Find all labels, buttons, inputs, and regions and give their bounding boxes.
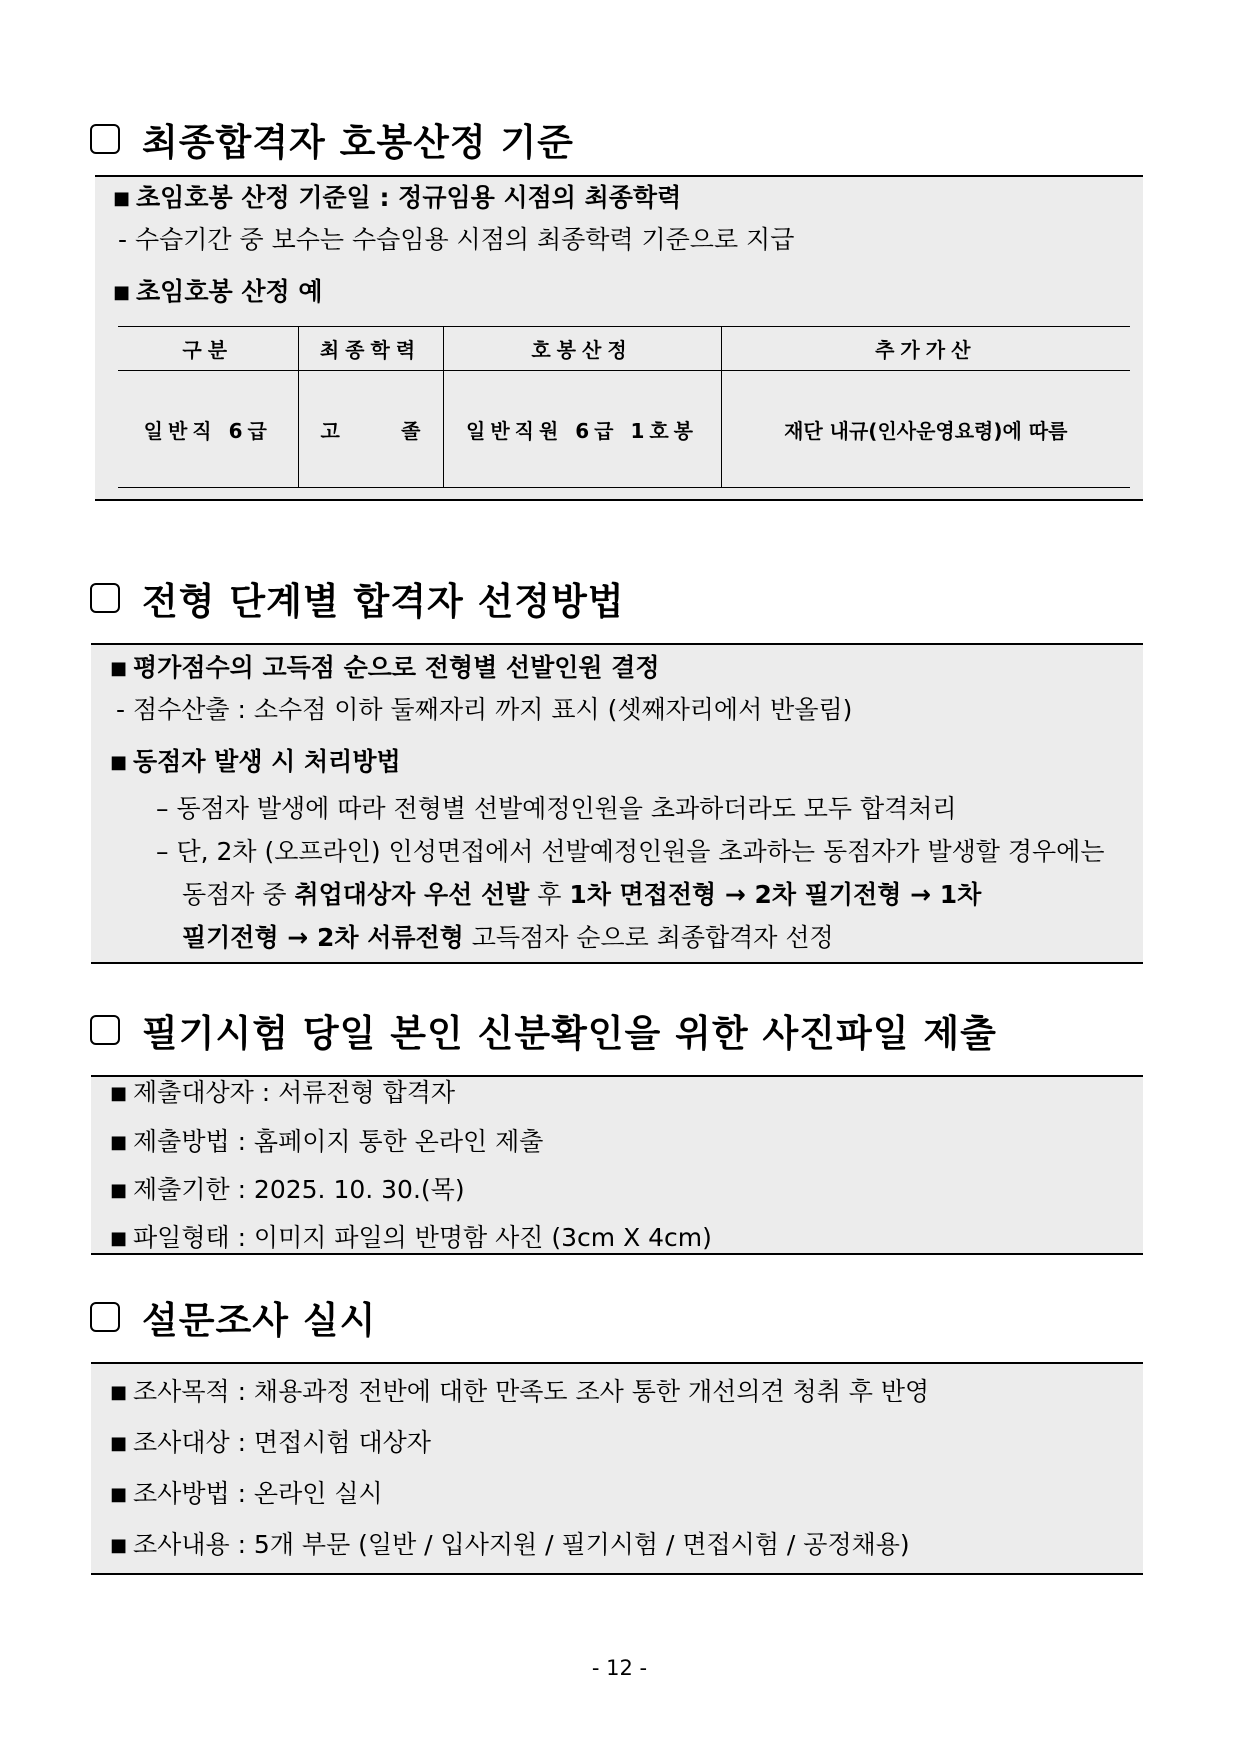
salary-reference-date: ■ 초임호봉 산정 기준일 : 정규임용 시점의 최종학력: [113, 183, 682, 212]
survey-purpose: ■ 조사목적 : 채용과정 전반에 대한 만족도 조사 통한 개선의견 청취 후 반영: [110, 1377, 930, 1406]
square-bullet-icon: ■: [110, 1180, 128, 1201]
checkbox-icon: [90, 1015, 120, 1045]
tie-handling-rule-2-cont: 동점자 중 취업대상자 우선 선발 후 1차 면접전형 → 2차 필기전형 → 1차: [182, 880, 982, 909]
survey-content: ■ 조사내용 : 5개 부문 (일반 / 입사지원 / 필기시험 / 면접시험 / 공정채용): [110, 1530, 910, 1559]
square-bullet-icon: ■: [113, 188, 131, 209]
survey-target: ■ 조사대상 : 면접시험 대상자: [110, 1428, 431, 1457]
tie-handling-rule-1: – 동점자 발생에 따라 전형별 선발예정인원을 초과하더라도 모두 합격처리: [156, 794, 957, 823]
tie-handling-rule-2: – 단, 2차 (오프라인) 인성면접에서 선발예정인원을 초과하는 동점자가 발생할 경우에는: [156, 837, 1105, 866]
table-cell-step: 일반직원 6급 1호봉: [443, 371, 721, 488]
file-format: ■ 파일형태 : 이미지 파일의 반명함 사진 (3cm X 4cm): [110, 1223, 712, 1252]
square-bullet-icon: ■: [110, 1083, 128, 1104]
section-title-selection-method: 전형 단계별 합격자 선정방법: [90, 571, 625, 625]
checkbox-icon: [90, 124, 120, 154]
square-bullet-icon: ■: [110, 1484, 128, 1505]
score-calculation-note: - 점수산출 : 소수점 이하 둘째자리 까지 표시 (셋째자리에서 반올림): [116, 695, 853, 724]
table-cell-education: 고 졸: [298, 371, 443, 488]
page-number: - 12 -: [591, 1656, 648, 1680]
square-bullet-icon: ■: [113, 282, 131, 303]
square-bullet-icon: ■: [110, 1228, 128, 1249]
checkbox-icon: [90, 583, 120, 613]
submission-method: ■ 제출방법 : 홈페이지 통한 온라인 제출: [110, 1127, 544, 1156]
table-header-row: [118, 327, 1130, 371]
submission-deadline: ■ 제출기한 : 2025. 10. 30.(목): [110, 1175, 465, 1204]
tie-handling-rule-2-end: 필기전형 → 2차 서류전형 고득점자 순으로 최종합격자 선정: [182, 923, 834, 952]
tie-handling-label: ■ 동점자 발생 시 처리방법: [110, 747, 401, 776]
square-bullet-icon: ■: [110, 752, 128, 773]
probation-pay-note: - 수습기간 중 보수는 수습임용 시점의 최종학력 기준으로 지급: [118, 225, 795, 254]
square-bullet-icon: ■: [110, 1535, 128, 1556]
salary-step-example-label: ■ 초임호봉 산정 예: [113, 277, 323, 306]
section-title-photo-submission: 필기시험 당일 본인 신분확인을 위한 사진파일 제출: [90, 1003, 997, 1057]
table-header: 구분: [118, 327, 298, 371]
table-row: [118, 371, 1130, 488]
checkbox-icon: [90, 1302, 120, 1332]
square-bullet-icon: ■: [110, 1433, 128, 1454]
section-title-survey: 설문조사 실시: [90, 1290, 376, 1344]
submission-target: ■ 제출대상자 : 서류전형 합격자: [110, 1078, 456, 1107]
salary-step-table: [118, 326, 1130, 488]
table-cell-additional: 재단 내규(인사운영요령)에 따름: [721, 371, 1130, 488]
table-header: 호봉산정: [443, 327, 721, 371]
table-header: 추가가산: [721, 327, 1130, 371]
square-bullet-icon: ■: [110, 1382, 128, 1403]
square-bullet-icon: ■: [110, 658, 128, 679]
square-bullet-icon: ■: [110, 1132, 128, 1153]
score-order-rule: ■ 평가점수의 고득점 순으로 전형별 선발인원 결정: [110, 653, 660, 682]
section-title-salary-step: 최종합격자 호봉산정 기준: [90, 112, 574, 166]
table-header: 최종학력: [298, 327, 443, 371]
survey-method: ■ 조사방법 : 온라인 실시: [110, 1479, 383, 1508]
table-cell-category: 일반직 6급: [118, 371, 298, 488]
